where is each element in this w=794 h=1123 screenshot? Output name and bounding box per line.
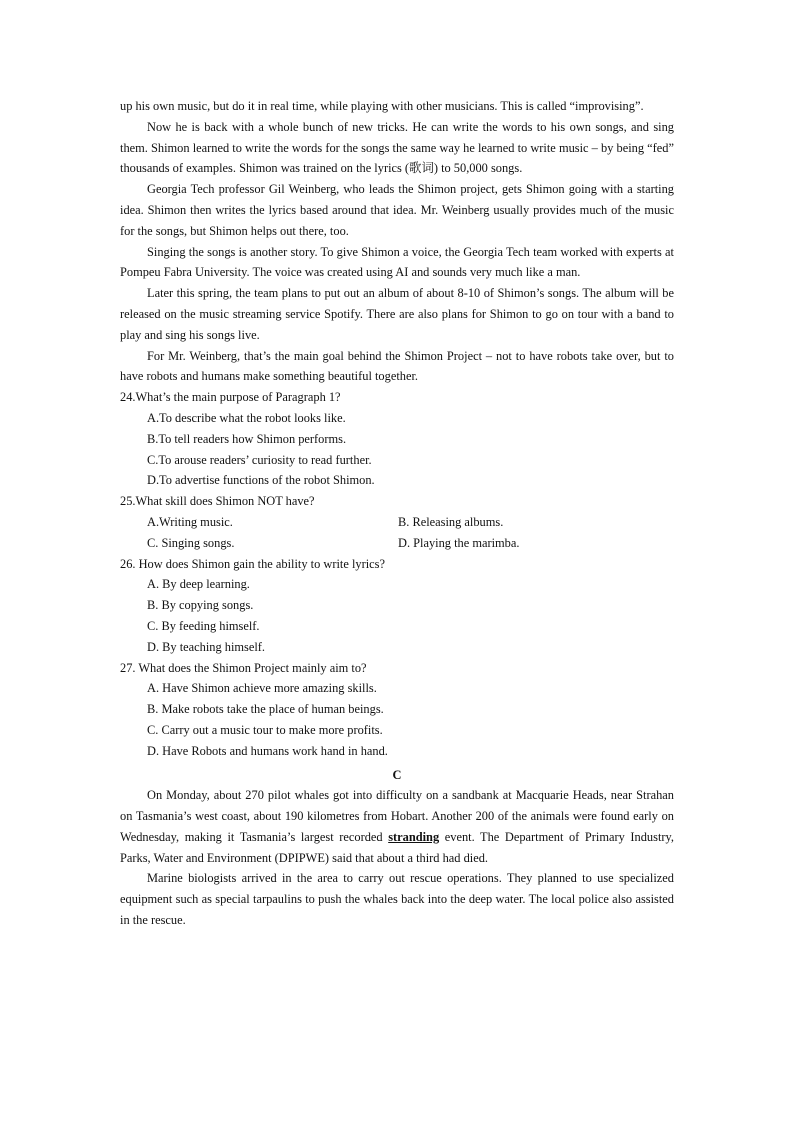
option-b: B. Make robots take the place of human beings. — [147, 702, 384, 717]
passage-b-paragraph-2: Now he is back with a whole bunch of new tricks. He can write the words to his own songs, and sing them. Shimon learned to write the words for the songs the same way he learned to write music – by being “fed” thousands of examples. Shimon was trained on the lyrics (歌词) to 50,000 songs. — [120, 119, 674, 176]
passage-c-paragraph-1 — [120, 785, 674, 868]
option-c: C. Carry out a music tour to make more profits. — [147, 722, 383, 737]
option-d: D. By teaching himself. — [147, 639, 266, 654]
question-25 — [120, 491, 674, 553]
passage-c-text-before: On Monday, about 270 pilot whales got into difficulty on a sandbank at Macquarie Heads, near Strahan on Tasmania’s west coast, about 190 kilometres from Hobart. Another 200 of the animals were found early on Wednesday, making it Tasmania’s largest recorded — [120, 788, 674, 844]
question-stem: 26. How does Shimon gain the ability to write lyrics? — [120, 556, 385, 571]
question-26 — [120, 554, 674, 658]
option-c: C. By feeding himself. — [147, 618, 260, 633]
option-a: A.To describe what the robot looks like. — [147, 410, 346, 425]
passage-b-paragraph-1: up his own music, but do it in real time, while playing with other musicians. This is called “improvising”. — [120, 99, 644, 113]
question-27 — [120, 658, 674, 762]
passage-c-text-after: event. The Department of Primary Industry, Parks, Water and Environment (DPIPWE) said that about a third had died. — [120, 829, 674, 865]
option-b: B. By copying songs. — [147, 598, 254, 613]
question-24 — [120, 387, 674, 491]
question-stem: 27. What does the Shimon Project mainly aim to? — [120, 660, 367, 675]
option-b: B.To tell readers how Shimon performs. — [147, 431, 347, 446]
passage-c-paragraph-2: Marine biologists arrived in the area to carry out rescue operations. They planned to use specialized equipment such as special tarpaulins to push the whales back into the deep water. The local police also assisted in the rescue. — [120, 871, 674, 928]
option-a: A.Writing music. — [147, 514, 233, 529]
passage-b-paragraph-4: Singing the songs is another story. To give Shimon a voice, the Georgia Tech team worked with experts at Pompeu Fabra University. The voice was created using AI and sounds very much like a man. — [120, 244, 674, 280]
option-c: C. Singing songs. — [147, 535, 235, 550]
options-row-2 — [120, 533, 674, 554]
option-b: B. Releasing albums. — [398, 514, 504, 529]
option-d: D. Playing the marimba. — [398, 535, 520, 550]
passage-b-paragraph-6: For Mr. Weinberg, that’s the main goal behind the Shimon Project – not to have robots take over, but to have robots and humans make something beautiful together. — [120, 348, 674, 384]
document-page — [120, 96, 674, 931]
option-a: A. Have Shimon achieve more amazing skills. — [147, 681, 377, 696]
question-stem: 24.What’s the main purpose of Paragraph 1? — [120, 390, 341, 405]
passage-b-paragraph-3: Georgia Tech professor Gil Weinberg, who leads the Shimon project, gets Shimon going with a starting idea. Shimon then writes the lyrics based around that idea. Mr. Weinberg usually provides much of the music for the songs, but Shimon helps out there, too. — [120, 182, 674, 238]
keyword-stranding: stranding — [388, 829, 440, 844]
options-row-1 — [120, 512, 674, 533]
option-a: A. By deep learning. — [147, 577, 250, 592]
section-heading-c: C — [392, 767, 402, 782]
passage-b-paragraph-5: Later this spring, the team plans to put out an album of about 8-10 of Shimon’s songs. The album will be released on the music streaming service Spotify. There are also plans for Shimon to go on tour with a band to play and sing his songs live. — [120, 286, 674, 342]
option-d: D. Have Robots and humans work hand in hand. — [147, 743, 388, 758]
option-c: C.To arouse readers’ curiosity to read further. — [147, 452, 372, 467]
option-d: D.To advertise functions of the robot Shimon. — [147, 473, 375, 488]
question-stem: 25.What skill does Shimon NOT have? — [120, 494, 315, 509]
